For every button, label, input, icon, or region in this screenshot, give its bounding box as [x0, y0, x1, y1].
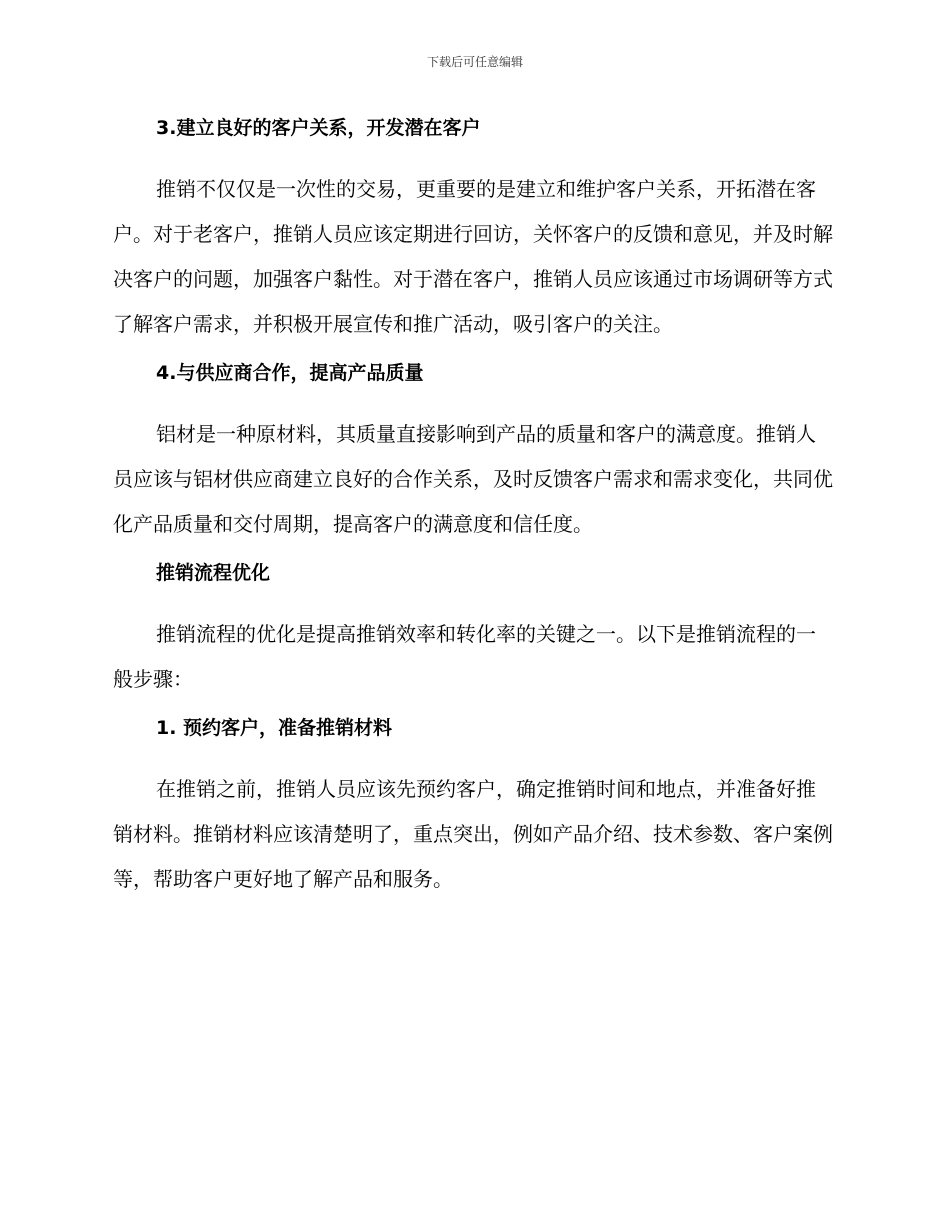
- section-paragraph-appointment: 在推销之前，推销人员应该先预约客户，确定推销时间和地点，并准备好推销材料。推销材料应该清楚明了，重点突出，例如产品介绍、技术参数、客户案例等，帮助客户更好地了解产品和服务。: [113, 777, 833, 891]
- section-heading-process-optimization: 推销流程优化: [156, 562, 271, 584]
- section-heading-appointment: 1. 预约客户，准备推销材料: [156, 717, 393, 739]
- section-heading-supplier-cooperation: 4.与供应商合作，提高产品质量: [156, 362, 424, 384]
- section-heading-customer-relations: 3.建立良好的客户关系，开发潜在客户: [156, 117, 481, 139]
- document-body: [113, 112, 833, 912]
- page-header: 下载后可任意编辑: [426, 55, 523, 69]
- section-paragraph-customer-relations: 推销不仅仅是一次性的交易，更重要的是建立和维护客户关系，开拓潜在客户。对于老客户，推销人员应该定期进行回访，关怀客户的反馈和意见，并及时解决客户的问题，加强客户黏性。对于潜在客户，推销人员应该通过市场调研等方式了解客户需求，并积极开展宣传和推广活动，吸引客户的关注。: [113, 177, 833, 336]
- section-paragraph-process-optimization: 推销流程的优化是提高推销效率和转化率的关键之一。以下是推销流程的一般步骤：: [113, 622, 816, 691]
- section-paragraph-supplier-cooperation: 铝材是一种原材料，其质量直接影响到产品的质量和客户的满意度。推销人员应该与铝材供应商建立良好的合作关系，及时反馈客户需求和需求变化，共同优化产品质量和交付周期，提高客户的满意度和信任度。: [113, 422, 833, 536]
